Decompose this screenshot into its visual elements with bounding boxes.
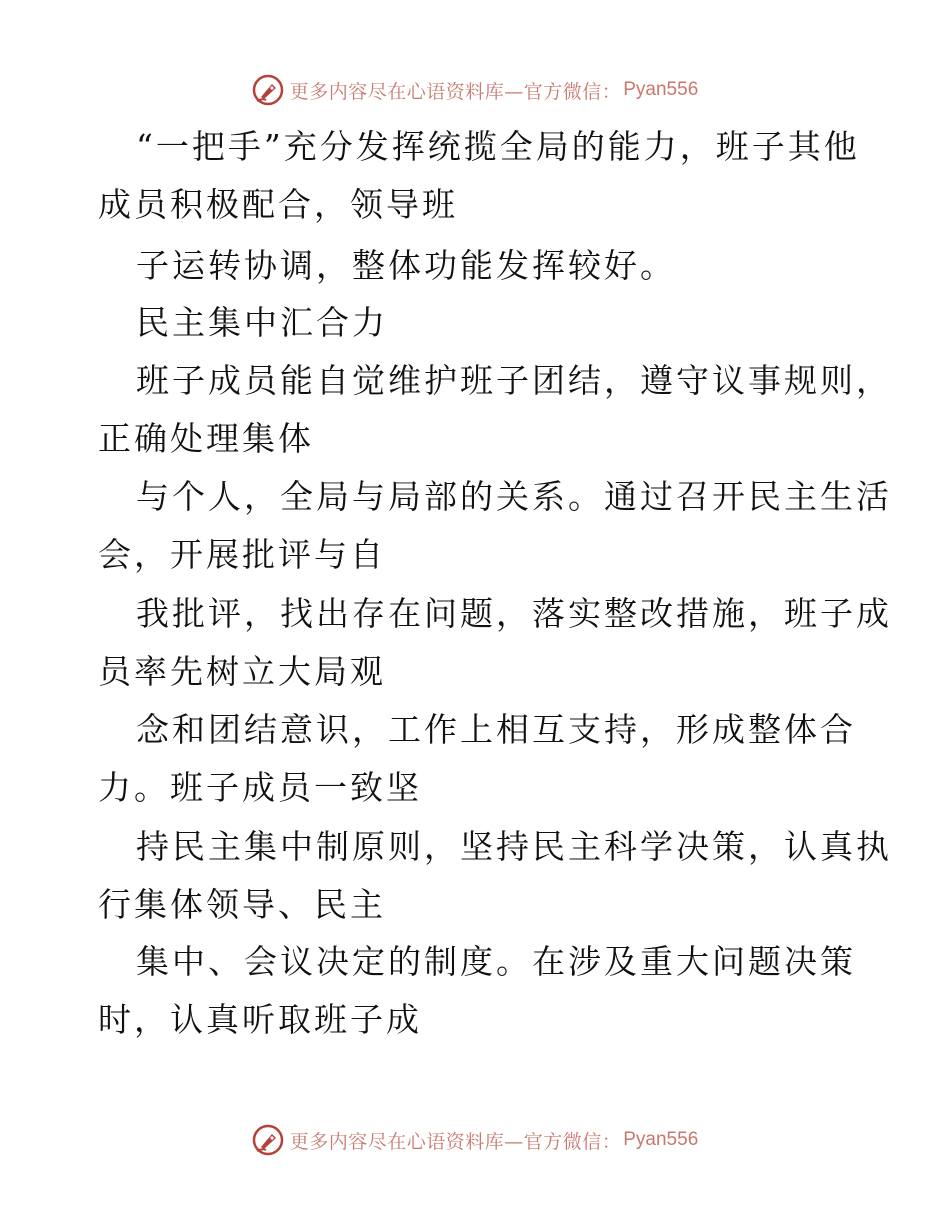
text-line: 子运转协调，整体功能发挥较好。 xyxy=(136,246,676,285)
text-line: 念和团结意识，工作上相互支持，形成整体合 xyxy=(136,710,856,749)
text-line: 行集体领导、民主 xyxy=(98,885,386,924)
text-line: 会，开展批评与自 xyxy=(98,535,386,574)
text-line: 班子成员能自觉维护班子团结，遵守议事规则， xyxy=(136,361,892,400)
text-line: 员率先树立大局观 xyxy=(98,652,386,691)
text-line: 成员积极配合，领导班 xyxy=(98,185,458,224)
watermark-wechat-id: Pyan556 xyxy=(623,79,699,100)
text-line: 正确处理集体 xyxy=(98,419,314,458)
text-line: 时，认真听取班子成 xyxy=(98,1000,422,1039)
text-line: 持民主集中制原则，坚持民主科学决策，认真执 xyxy=(136,827,892,866)
watermark-text: 更多内容尽在心语资料库—官方微信： xyxy=(289,80,622,103)
text-line: 与个人，全局与局部的关系。通过召开民主生活 xyxy=(136,477,892,516)
text-line: 我批评，找出存在问题，落实整改措施，班子成 xyxy=(136,594,892,633)
header-watermark xyxy=(0,70,950,110)
text-line: 集中、会议决定的制度。在涉及重大问题决策 xyxy=(136,942,856,981)
text-line: 力。班子成员一致坚 xyxy=(98,768,422,807)
watermark-wechat-id: Pyan556 xyxy=(623,1129,699,1150)
pen-nib-logo-icon xyxy=(252,1124,284,1156)
section-heading: 民主集中汇合力 xyxy=(136,303,388,342)
pen-nib-logo-icon xyxy=(252,74,284,106)
text-line: “一把手”充分发挥统揽全局的能力，班子其他 xyxy=(136,127,860,166)
watermark-text: 更多内容尽在心语资料库—官方微信： xyxy=(289,1130,622,1153)
footer-watermark xyxy=(0,1120,950,1160)
